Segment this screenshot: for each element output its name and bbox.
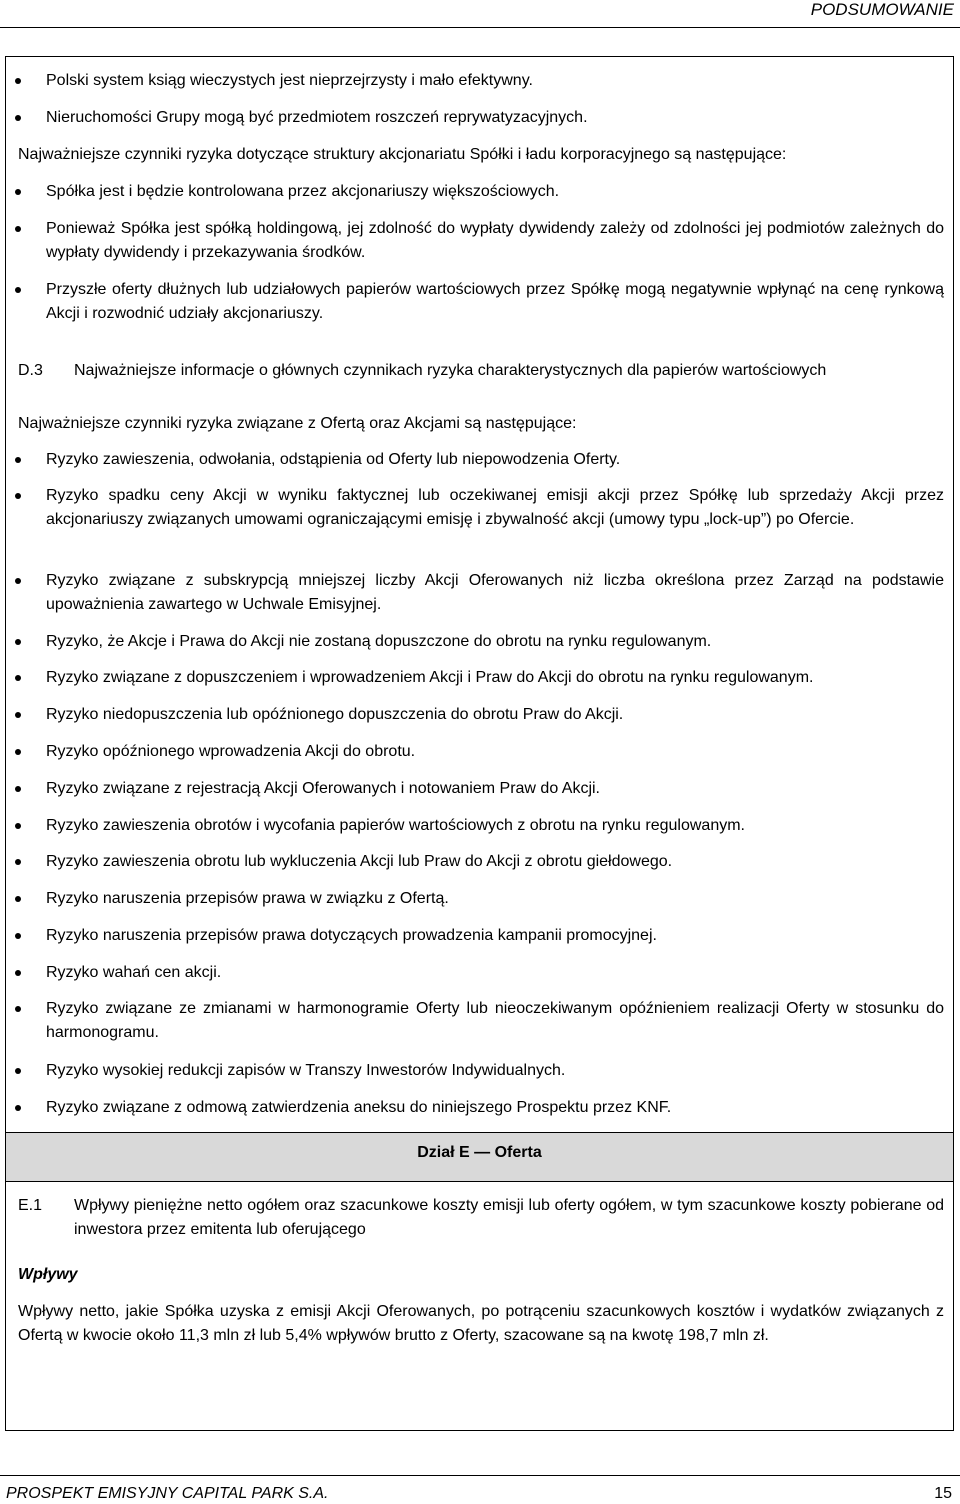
bullet-dot bbox=[15, 970, 21, 976]
list-item: Polski system ksiąg wieczystych jest nieprzejrzysty i mało efektywny. bbox=[46, 72, 533, 89]
bullet-dot bbox=[15, 78, 21, 84]
bullet-dot bbox=[15, 1006, 21, 1012]
bullet-dot bbox=[15, 639, 21, 645]
section-title: Wpływy pieniężne netto ogółem oraz szacunkowe koszty emisji lub oferty ogółem, w tym szacunkowe koszty pobierane od inwestora przez emitenta lub oferującego bbox=[74, 1197, 944, 1238]
list-item: Ryzyko niedopuszczenia lub opóźnionego dopuszczenia do obrotu Praw do Akcji. bbox=[46, 706, 624, 723]
bullet-dot bbox=[15, 675, 21, 681]
section-c-intro: Najważniejsze czynniki ryzyka dotyczące struktury akcjonariatu Spółki i ładu korporacyjnego są następujące: bbox=[18, 146, 787, 163]
list-item: Ryzyko wysokiej redukcji zapisów w Transzy Inwestorów Indywidualnych. bbox=[46, 1062, 566, 1079]
list-item: Ryzyko spadku ceny Akcji w wyniku faktycznej lub oczekiwanej emisji akcji przez Spółkę lub sprzedaży Akcji przez akcjonariuszy związanych umowami ograniczającymi emisję i zbywalność akcji (umowy typu „lock-up”) po Ofercie. bbox=[46, 487, 944, 528]
list-item: Ryzyko naruszenia przepisów prawa dotyczących prowadzenia kampanii promocyjnej. bbox=[46, 927, 657, 944]
section-e-heading: Dział E — Oferta bbox=[417, 1144, 542, 1161]
list-item: Spółka jest i będzie kontrolowana przez akcjonariuszy większościowych. bbox=[46, 183, 560, 200]
list-item: Ryzyko związane z subskrypcją mniejszej liczby Akcji Oferowanych niż liczba określona przez Zarząd na podstawie upoważnienia zawartego w Uchwale Emisyjnej. bbox=[46, 572, 944, 613]
page-number: 15 bbox=[934, 1485, 952, 1502]
list-item: Ryzyko opóźnionego wprowadzenia Akcji do obrotu. bbox=[46, 743, 416, 760]
bullet-dot bbox=[15, 1105, 21, 1111]
header-rule bbox=[0, 27, 960, 28]
footer-title: PROSPEKT EMISYJNY CAPITAL PARK S.A. bbox=[6, 1485, 329, 1502]
bullet-dot bbox=[15, 786, 21, 792]
list-item: Ryzyko związane z dopuszczeniem i wprowadzeniem Akcji i Praw do Akcji do obrotu na rynku regulowanym. bbox=[46, 669, 814, 686]
bullet-dot bbox=[15, 896, 21, 902]
list-item: Ryzyko wahań cen akcji. bbox=[46, 964, 222, 981]
bullet-dot bbox=[15, 578, 21, 584]
list-item: Ryzyko związane z odmową zatwierdzenia aneksu do niniejszego Prospektu przez KNF. bbox=[46, 1099, 672, 1116]
footer-rule bbox=[0, 1475, 960, 1476]
section-title: Najważniejsze informacje o głównych czynnikach ryzyka charakterystycznych dla papierów wartościowych bbox=[74, 362, 827, 379]
bullet-dot bbox=[15, 859, 21, 865]
list-item: Przyszłe oferty dłużnych lub udziałowych papierów wartościowych przez Spółkę mogą negatywnie wpłynąć na cenę rynkową Akcji i rozwodnić udziały akcjonariuszy. bbox=[46, 281, 944, 322]
bullet-dot bbox=[15, 749, 21, 755]
bullet-dot bbox=[15, 189, 21, 195]
list-item: Ryzyko zawieszenia obrotów i wycofania papierów wartościowych z obrotu na rynku regulowanym. bbox=[46, 817, 745, 834]
list-item: Ryzyko naruszenia przepisów prawa w związku z Ofertą. bbox=[46, 890, 449, 907]
list-item: Ryzyko, że Akcje i Prawa do Akcji nie zostaną dopuszczone do obrotu na rynku regulowanym. bbox=[46, 633, 712, 650]
bullet-dot bbox=[15, 493, 21, 499]
section-id: E.1 bbox=[18, 1197, 43, 1214]
bullet-dot bbox=[15, 457, 21, 463]
bullet-dot bbox=[15, 115, 21, 121]
list-item: Ryzyko związane z rejestracją Akcji Oferowanych i notowaniem Praw do Akcji. bbox=[46, 780, 600, 797]
paragraph: Wpływy netto, jakie Spółka uzyska z emisji Akcji Oferowanych, po potrąceniu szacunkowych kosztów i wydatków związanych z Ofertą w kwocie około 11,3 mln zł lub 5,4% wpływów brutto z Oferty, szacowane są na kwotę 198,7 mln zł. bbox=[18, 1303, 944, 1344]
bullet-dot bbox=[15, 823, 21, 829]
section-e-heading-bar bbox=[6, 1132, 953, 1182]
page-header-title: PODSUMOWANIE bbox=[810, 0, 954, 19]
section-d3-intro: Najważniejsze czynniki ryzyka związane z Ofertą oraz Akcjami są następujące: bbox=[18, 415, 577, 432]
list-item: Nieruchomości Grupy mogą być przedmiotem roszczeń reprywatyzacyjnych. bbox=[46, 109, 588, 126]
subheading: Wpływy bbox=[18, 1266, 78, 1283]
bullet-dot bbox=[15, 933, 21, 939]
bullet-dot bbox=[15, 712, 21, 718]
list-item: Ryzyko zawieszenia obrotu lub wykluczenia Akcji lub Praw do Akcji z obrotu giełdowego. bbox=[46, 853, 673, 870]
list-item: Ryzyko zawieszenia, odwołania, odstąpienia od Oferty lub niepowodzenia Oferty. bbox=[46, 451, 621, 468]
list-item: Ryzyko związane ze zmianami w harmonogramie Oferty lub nieoczekiwanym opóźnieniem realizacji Oferty w stosunku do harmonogramu. bbox=[46, 1000, 944, 1041]
bullet-dot bbox=[15, 1068, 21, 1074]
list-item: Ponieważ Spółka jest spółką holdingową, jej zdolność do wypłaty dywidendy zależy od zdolności jej podmiotów zależnych do wypłaty dywidendy i przekazywania środków. bbox=[46, 220, 944, 261]
bullet-dot bbox=[15, 287, 21, 293]
bullet-dot bbox=[15, 226, 21, 232]
section-id: D.3 bbox=[18, 362, 43, 379]
